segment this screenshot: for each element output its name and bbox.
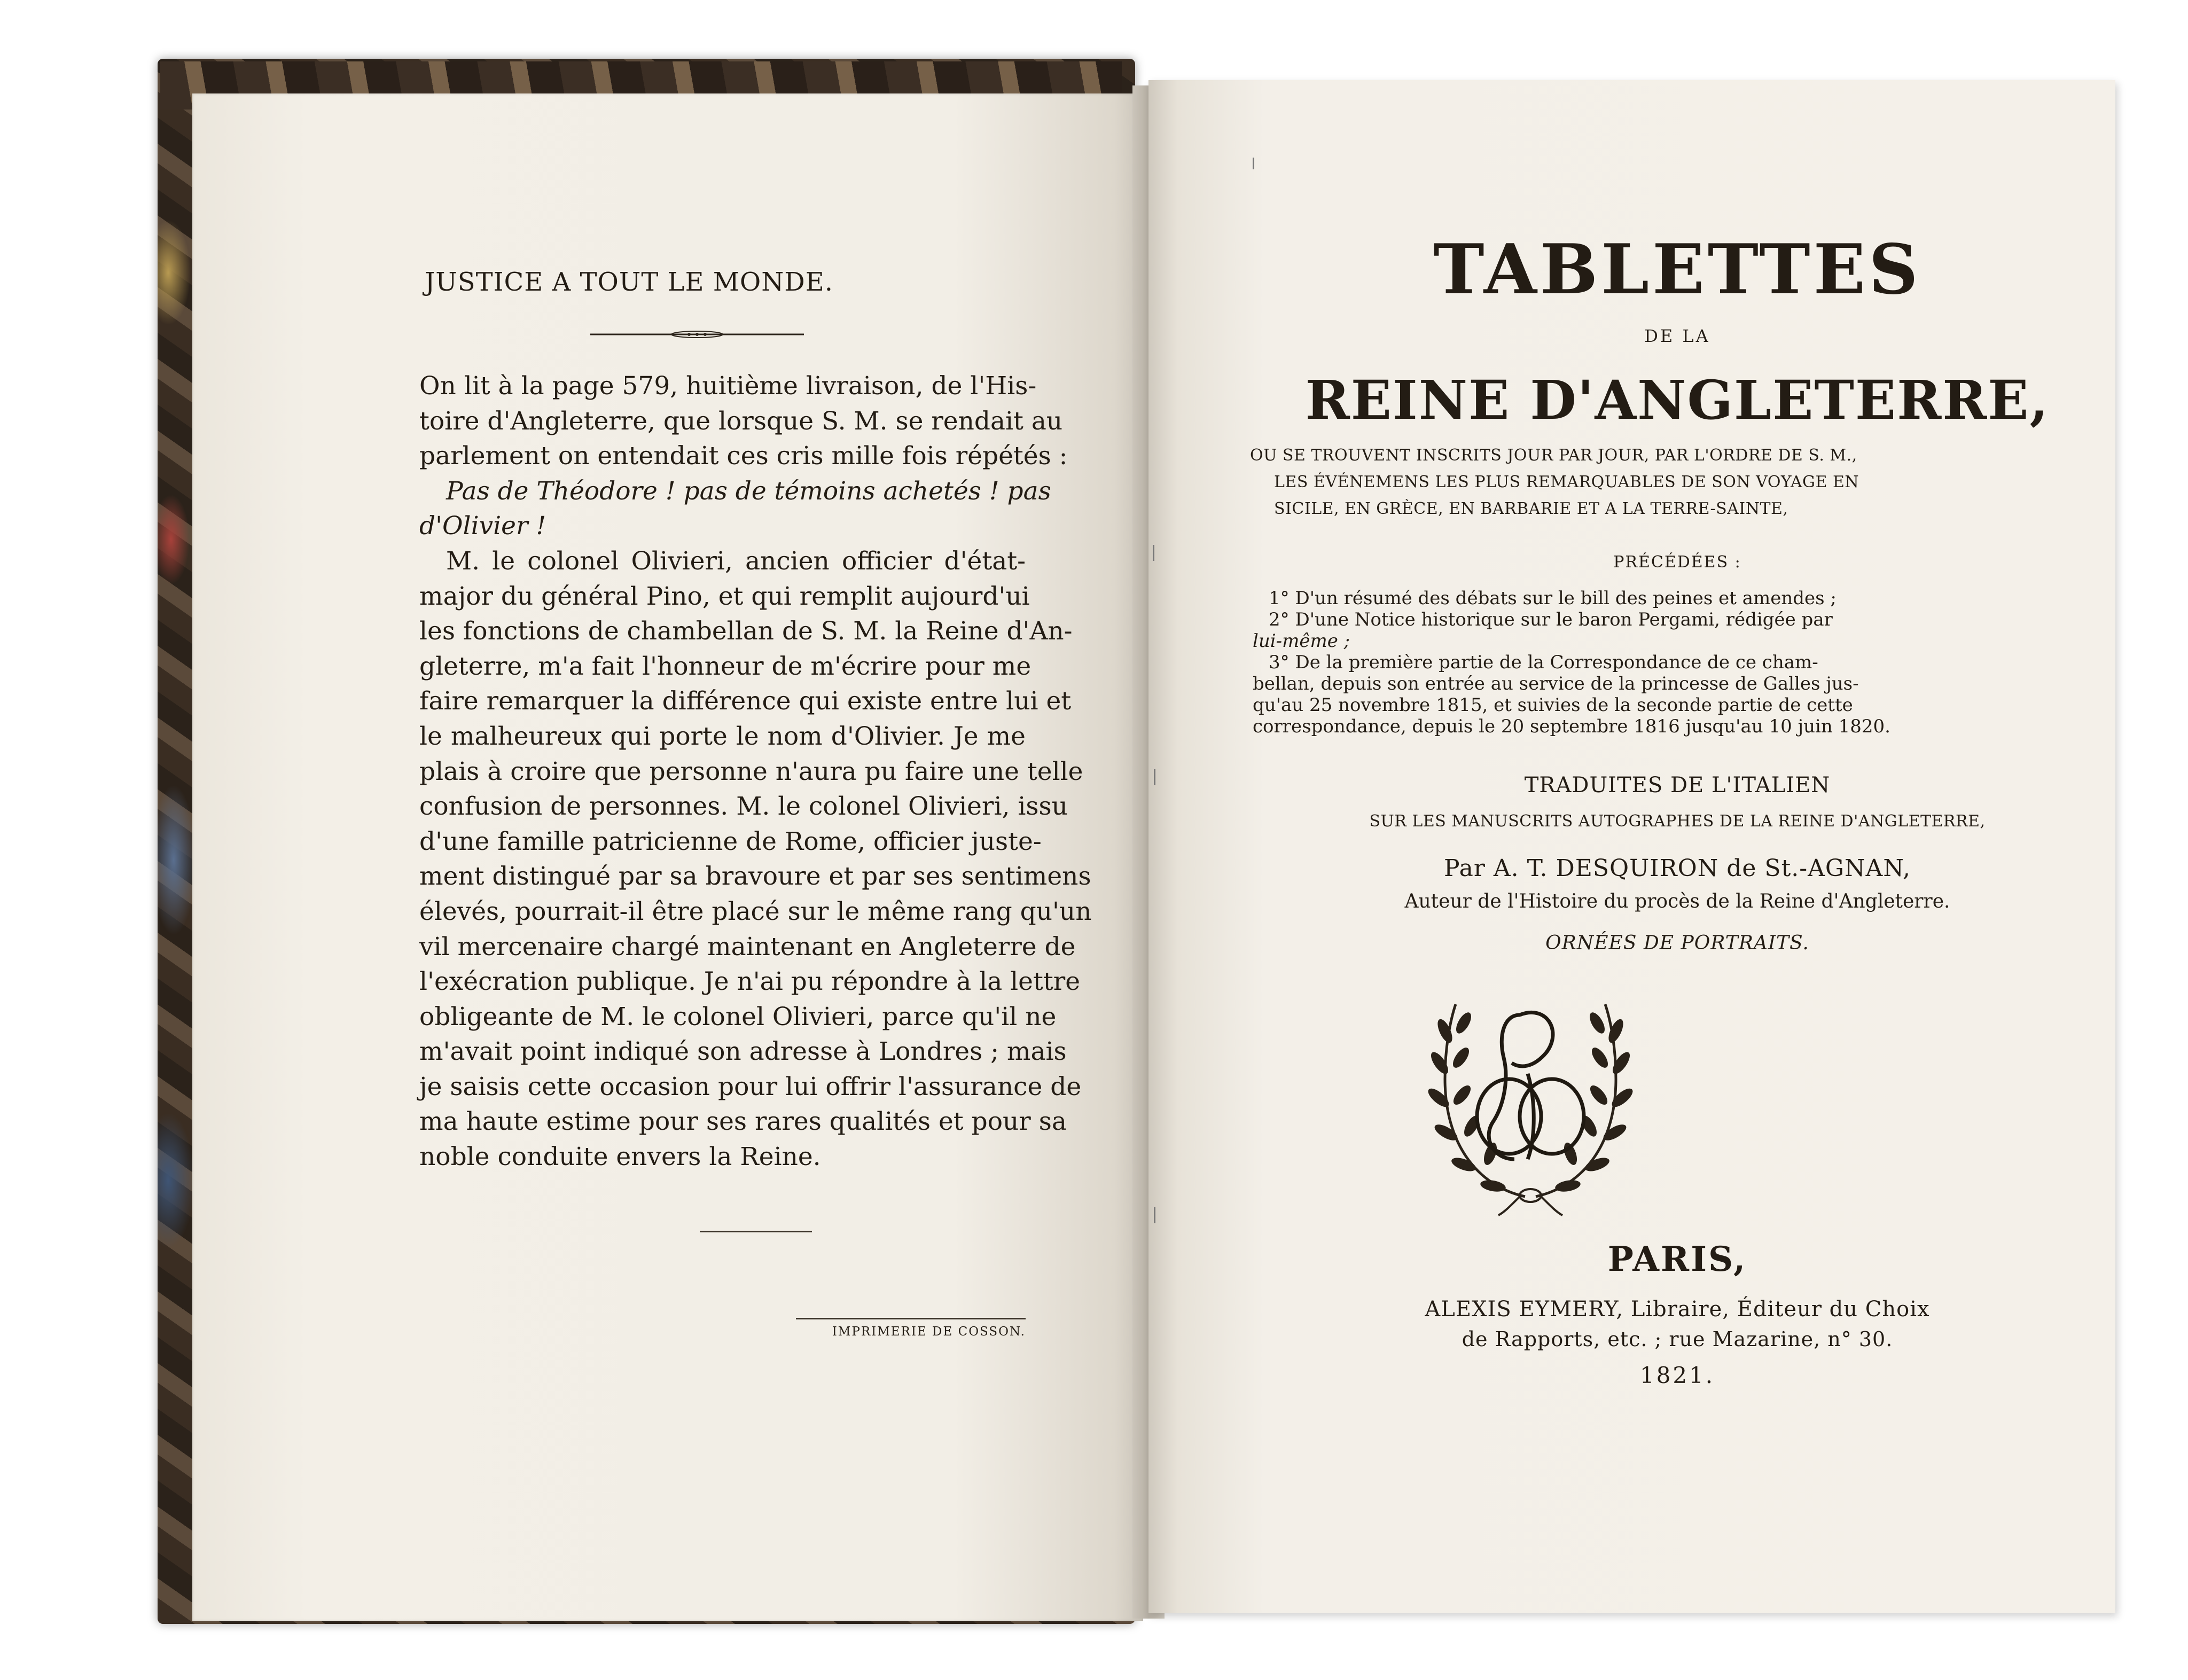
body-line: vil mercenaire chargé maintenant en Angleterre de (419, 932, 1076, 962)
body-line: le malheureux qui porte le nom d'Olivier. Je me (419, 721, 1026, 751)
body-line: d'Olivier ! (419, 511, 546, 541)
body-line: confusion de personnes. M. le colonel Olivieri, issu (419, 792, 1068, 822)
translation-note: TRADUITES DE L'ITALIEN (1524, 773, 1831, 798)
book-title: TABLETTES (1433, 230, 1921, 310)
author-credentials: Auteur de l'Histoire du procès de la Reine d'Angleterre. (1404, 890, 1950, 912)
printer-imprint: IMPRIMERIE DE COSSON. (832, 1325, 1026, 1339)
author-line: Par A. T. DESQUIRON de St.-AGNAN, (1444, 855, 1911, 882)
body-line: M. le colonel Olivieri, ancien officier d'état- (446, 546, 1026, 576)
body-line: parlement on entendait ces cris mille fois répétés : (419, 441, 1068, 471)
body-line: faire remarquer la différence qui existe entre lui et (419, 686, 1072, 716)
publication-year: 1821. (1639, 1362, 1715, 1388)
body-line: je saisis cette occasion pour lui offrir l'assurance de (419, 1072, 1082, 1101)
body-line: major du général Pino, et qui remplit aujourd'ui (419, 581, 1030, 611)
list-line: 2° D'une Notice historique sur le baron Pergami, rédigée par (1269, 609, 1833, 630)
body-line: m'avait point indiqué son adresse à Londres ; mais (419, 1037, 1067, 1067)
stitch-mark (1154, 1207, 1155, 1223)
stitch-mark (1253, 158, 1254, 169)
body-line: les fonctions de chambellan de S. M. la Reine d'An- (419, 616, 1073, 646)
body-line: ment distingué par sa bravoure et par ses sentimens (419, 862, 1091, 892)
printer-rule (796, 1318, 1026, 1319)
contents-list (1253, 588, 1890, 737)
illustrations-note: ORNÉES DE PORTRAITS. (1545, 932, 1809, 954)
body-line: d'une famille patricienne de Rome, officier juste- (419, 826, 1042, 856)
precedees-label: PRÉCÉDÉES : (1613, 553, 1741, 572)
list-line: correspondance, depuis le 20 septembre 1816 jusqu'au 10 juin 1820. (1253, 716, 1890, 737)
subtitle-line: OU SE TROUVENT INSCRITS JOUR PAR JOUR, PAR L'ORDRE DE S. M., (1250, 446, 1857, 465)
monogram-wreath-emblem (1413, 983, 1648, 1218)
subtitle-line: LES ÉVÉNEMENS LES PLUS REMARQUABLES DE SON VOYAGE EN (1274, 473, 1859, 491)
body-line: noble conduite envers la Reine. (419, 1142, 821, 1172)
body-line: ma haute estime pour ses rares qualités et pour sa (419, 1107, 1067, 1137)
stitch-mark (1153, 545, 1154, 561)
body-line: l'exécration publique. Je n'ai pu répondre à la lettre (419, 967, 1081, 997)
body-line: Pas de Théodore ! pas de témoins achetés ! pas (446, 476, 1051, 506)
list-line: lui-même ; (1253, 630, 1350, 652)
publisher-line: ALEXIS EYMERY, Libraire, Éditeur du Choix (1425, 1297, 1930, 1322)
publication-city: PARIS, (1607, 1239, 1747, 1279)
book-title-line2: REINE D'ANGLETERRE, (1305, 369, 2050, 432)
list-line: 1° D'un résumé des débats sur le bill des peines et amendes ; (1269, 588, 1837, 609)
publisher-address: de Rapports, etc. ; rue Mazarine, n° 30. (1462, 1327, 1893, 1351)
left-page-title: JUSTICE A TOUT LE MONDE. (425, 267, 834, 297)
body-line: On lit à la page 579, huitième livraison, de l'His- (419, 371, 1037, 401)
section-divider (700, 1231, 812, 1232)
body-line: gleterre, m'a fait l'honneur de m'écrire pour me (419, 651, 1032, 681)
list-line: 3° De la première partie de la Correspondance de ce cham- (1269, 652, 1818, 673)
stitch-mark (1154, 769, 1155, 785)
manuscripts-note: SUR LES MANUSCRITS AUTOGRAPHES DE LA REINE D'ANGLETERRE, (1369, 812, 1986, 831)
body-line: élevés, pourrait-il être placé sur le même rang qu'un (419, 896, 1092, 926)
body-line: plais à croire que personne n'aura pu faire une telle (419, 756, 1083, 786)
title-connector: DE LA (1644, 326, 1710, 346)
ornamental-rule (590, 330, 804, 339)
list-line: qu'au 25 novembre 1815, et suivies de la seconde partie de cette (1253, 694, 1853, 716)
body-line: obligeante de M. le colonel Olivieri, parce qu'il ne (419, 1002, 1057, 1032)
subtitle-line: SICILE, EN GRÈCE, EN BARBARIE ET A LA TERRE-SAINTE, (1274, 499, 1788, 518)
list-line: bellan, depuis son entrée au service de la princesse de Galles jus- (1253, 673, 1859, 694)
left-page-body (419, 369, 1092, 1175)
body-line: toire d'Angleterre, que lorsque S. M. se rendait au (419, 406, 1063, 436)
